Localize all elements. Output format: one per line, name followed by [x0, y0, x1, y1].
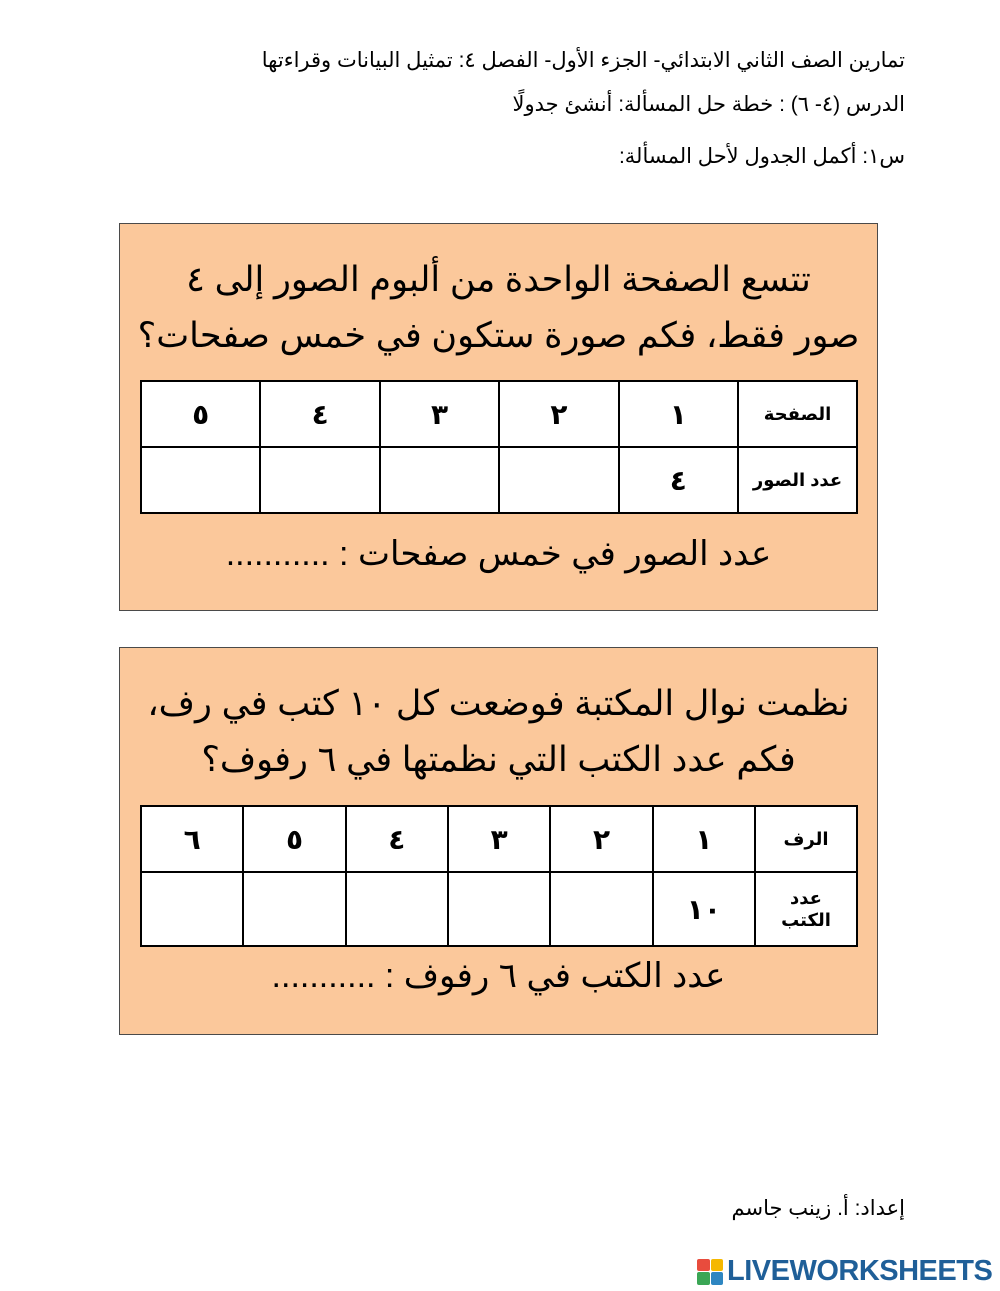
liveworksheets-logo-icon [697, 1259, 723, 1285]
photos-answer-cell[interactable] [380, 447, 499, 513]
problem2-text-line1: نظمت نوال المكتبة فوضعت كل ١٠ كتب في رف، [147, 684, 850, 723]
lesson-title: الدرس (٤- ٦) : خطة حل المسألة: أنشئ جدولًا [512, 93, 905, 116]
problem1-text-line2: صور فقط، فكم صورة ستكون في خمس صفحات؟ [137, 316, 860, 355]
liveworksheets-logo-text: LIVEWORKSHEETS [727, 1255, 993, 1287]
problem1-text [120, 252, 877, 364]
question-instruction: س١: أكمل الجدول لأحل المسألة: [618, 145, 905, 168]
page-cell: ٣ [380, 381, 499, 447]
problem1-table [140, 380, 858, 514]
problem1-box [119, 223, 878, 611]
photos-answer-cell[interactable] [260, 447, 379, 513]
problem2-answer-line[interactable]: عدد الكتب في ٦ رفوف : ........... [271, 957, 726, 995]
page-cell: ١ [619, 381, 738, 447]
page-cell: ٢ [499, 381, 618, 447]
row-label-books [755, 872, 857, 946]
page-cell: ٥ [141, 381, 260, 447]
problem2-text-line2: فكم عدد الكتب التي نظمتها في ٦ رفوف؟ [201, 740, 796, 779]
problem2-table [140, 805, 858, 947]
worksheet-title: تمارين الصف الثاني الابتدائي- الجزء الأول- الفصل ٤: تمثيل البيانات وقراءتها [261, 49, 905, 72]
problem1-text-line1: تتسع الصفحة الواحدة من ألبوم الصور إلى ٤ [186, 260, 811, 299]
row-label-books-line1: عدد [790, 888, 822, 908]
row-label-page: الصفحة [738, 381, 857, 447]
books-answer-cell[interactable] [448, 872, 550, 946]
photos-cell: ٤ [619, 447, 738, 513]
books-answer-cell[interactable] [243, 872, 345, 946]
photos-answer-cell[interactable] [141, 447, 260, 513]
problem2-box [119, 647, 878, 1035]
author-credit: إعداد: أ. زينب جاسم [731, 1197, 905, 1220]
shelf-cell: ١ [653, 806, 755, 872]
table-row [141, 381, 857, 447]
shelf-cell: ٢ [550, 806, 652, 872]
liveworksheets-logo [697, 1255, 992, 1288]
table-row [141, 806, 857, 872]
row-label-shelf: الرف [755, 806, 857, 872]
photos-answer-cell[interactable] [499, 447, 618, 513]
problem1-answer-line[interactable]: عدد الصور في خمس صفحات : ........... [225, 535, 772, 573]
page-cell: ٤ [260, 381, 379, 447]
row-label-photos: عدد الصور [738, 447, 857, 513]
books-answer-cell[interactable] [141, 872, 243, 946]
shelf-cell: ٥ [243, 806, 345, 872]
books-cell: ١٠ [653, 872, 755, 946]
shelf-cell: ٣ [448, 806, 550, 872]
problem2-text [120, 676, 877, 788]
row-label-books-line2: الكتب [781, 910, 831, 930]
table-row [141, 447, 857, 513]
shelf-cell: ٤ [346, 806, 448, 872]
books-answer-cell[interactable] [346, 872, 448, 946]
shelf-cell: ٦ [141, 806, 243, 872]
table-row [141, 872, 857, 946]
books-answer-cell[interactable] [550, 872, 652, 946]
